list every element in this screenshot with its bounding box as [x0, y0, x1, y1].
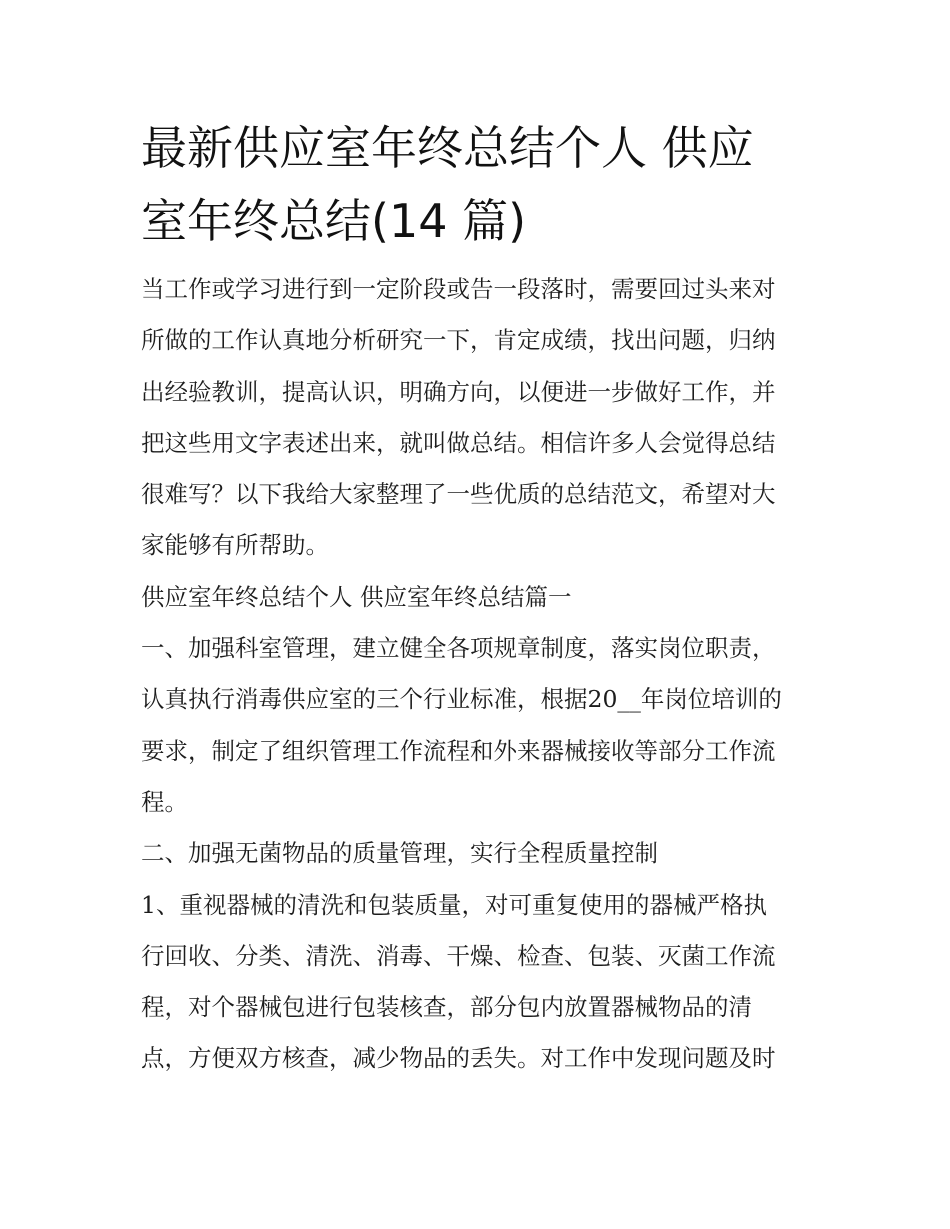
text-line: 1、重视器械的清洗和包装质量，对可重复使用的器械严格执 — [141, 890, 767, 919]
text-line: 程。 — [141, 787, 188, 816]
document-page — [141, 112, 813, 1085]
paragraph-quality-heading — [141, 828, 813, 879]
section-heading — [141, 572, 813, 623]
text-line: 很难写？以下我给大家整理了一些优质的总结范文，希望对大 — [141, 480, 776, 509]
paragraph-cleaning — [141, 880, 813, 1085]
text-line: 出经验教训，提高认识，明确方向，以便进一步做好工作，并 — [141, 377, 776, 406]
text-line: 当工作或学习进行到一定阶段或告一段落时，需要回过头来对 — [141, 275, 776, 303]
title-line: 室年终总结(14 篇) — [141, 194, 527, 248]
text-line: 要求，制定了组织管理工作流程和外来器械接收等部分工作流 — [141, 736, 776, 765]
text-line: 行回收、分类、清洗、消毒、干燥、检查、包装、灭菌工作流 — [141, 941, 776, 970]
text-line: 一、加强科室管理，建立健全各项规章制度，落实岗位职责， — [141, 634, 776, 663]
document-title — [141, 112, 813, 258]
intro-paragraph — [141, 264, 813, 572]
text-line: 程，对个器械包进行包装核查，部分包内放置器械物品的清 — [141, 993, 752, 1022]
text-line: 家能够有所帮助。 — [141, 531, 329, 560]
text-line: 认真执行消毒供应室的三个行业标准，根据20__年岗位培训的 — [141, 685, 782, 714]
text-line: 供应室年终总结个人 供应室年终总结篇一 — [141, 582, 572, 611]
text-line: 所做的工作认真地分析研究一下，肯定成绩，找出问题，归纳 — [141, 326, 776, 355]
text-line: 二、加强无菌物品的质量管理，实行全程质量控制 — [141, 839, 658, 868]
text-line: 点，方便双方核查，减少物品的丢失。对工作中发现问题及时 — [141, 1044, 776, 1073]
title-line: 最新供应室年终总结个人 供应 — [141, 121, 754, 175]
paragraph-management — [141, 623, 813, 828]
text-line: 把这些用文字表述出来，就叫做总结。相信许多人会觉得总结 — [141, 428, 776, 457]
